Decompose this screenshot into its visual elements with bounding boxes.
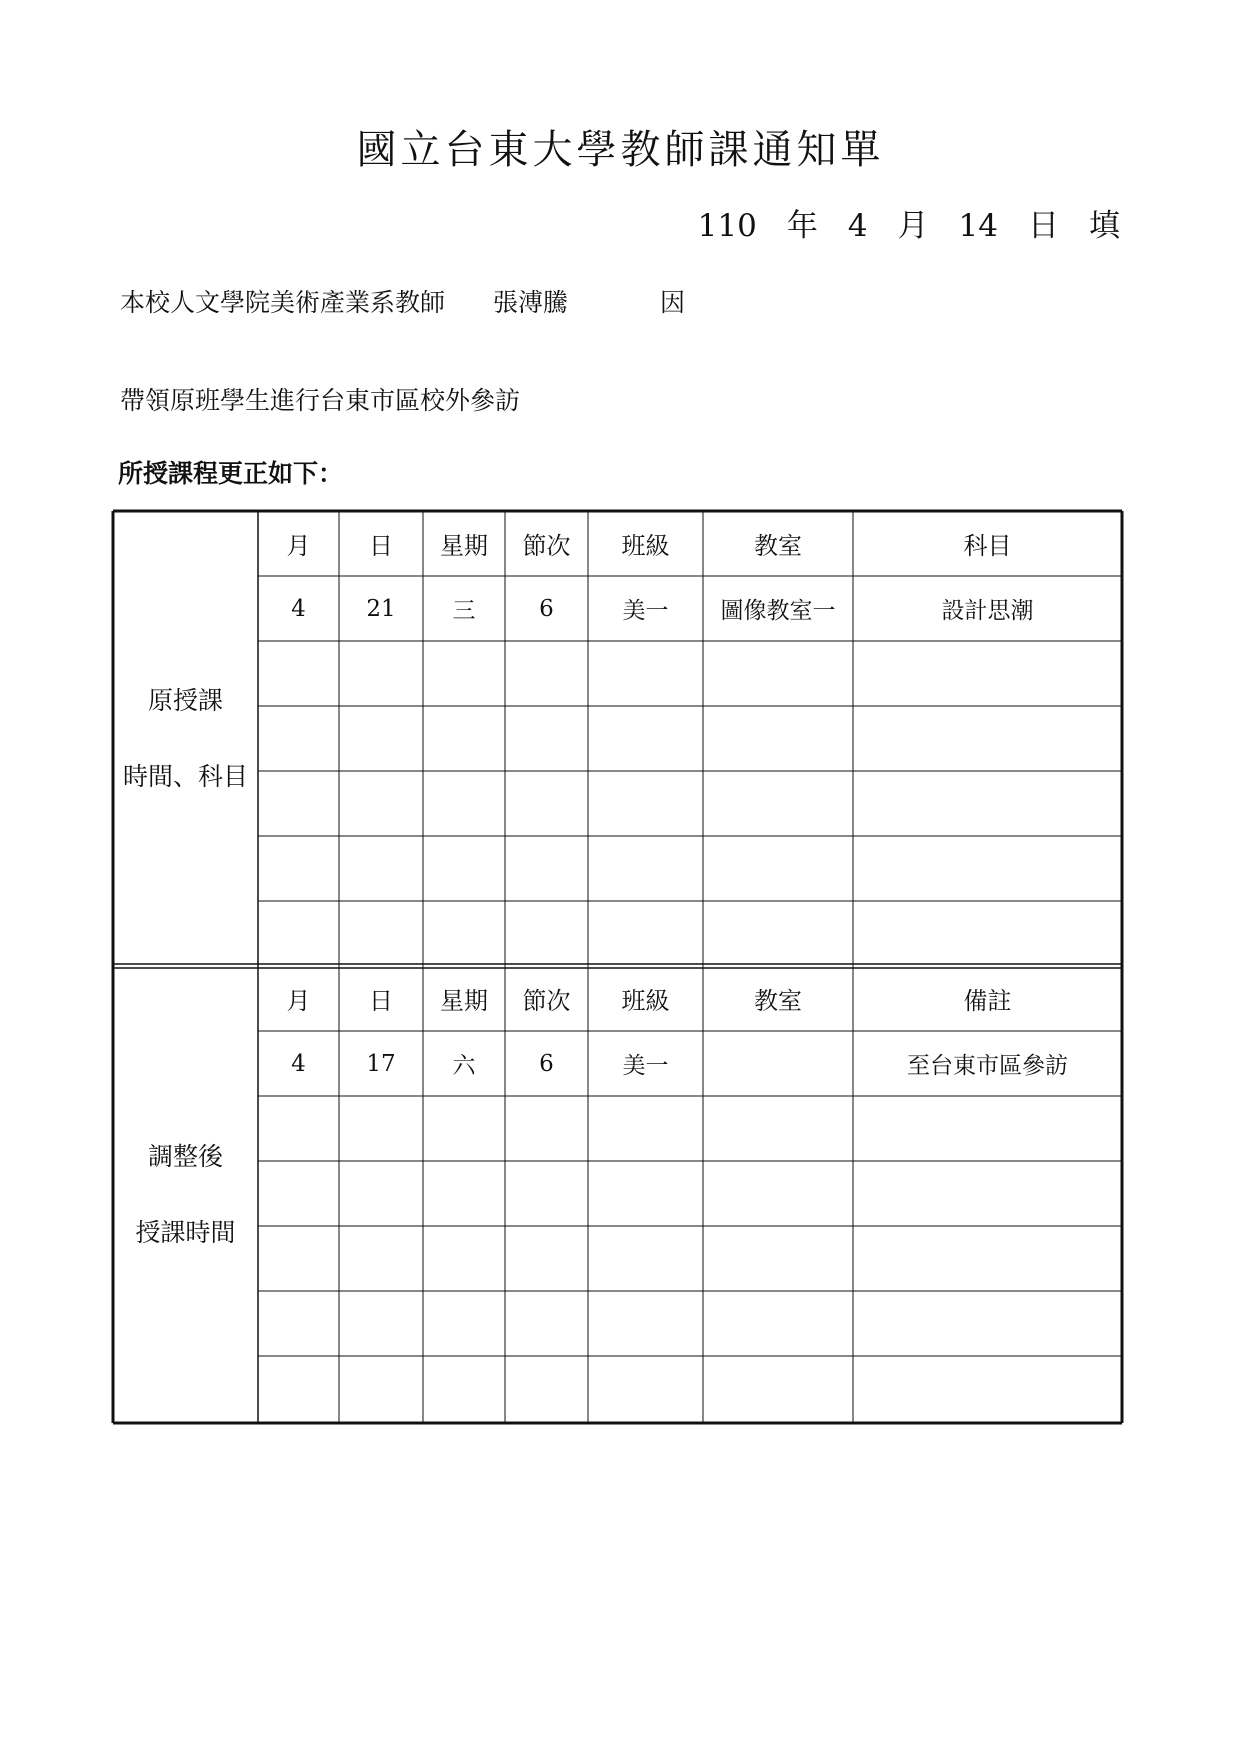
table-cell: [588, 836, 703, 901]
table-cell: 至台東市區參訪: [907, 1053, 1068, 1079]
section-label-line: 調整後: [147, 1141, 223, 1171]
table-cell: 6: [539, 1050, 554, 1077]
table-cell: [339, 836, 423, 901]
table-cell: [588, 706, 703, 771]
table-cell: [339, 901, 423, 966]
table-cell: [588, 1356, 703, 1421]
table-cell: 21: [366, 595, 396, 622]
table-cell: [339, 1226, 423, 1291]
table-cell: [423, 1161, 505, 1226]
table-cell: [423, 641, 505, 706]
table-cell: [423, 1096, 505, 1161]
table-cell: [703, 641, 853, 706]
table-cell: [703, 836, 853, 901]
table-cell: [505, 641, 588, 706]
table-cell: [505, 1161, 588, 1226]
column-header: 班級: [621, 532, 670, 560]
table-cell: 三: [452, 598, 476, 624]
table-cell: [505, 706, 588, 771]
table-cell: [703, 1031, 853, 1096]
column-header: 教室: [754, 987, 802, 1015]
table-cell: [258, 1096, 339, 1161]
table-cell: [505, 901, 588, 966]
date-month: 4: [847, 208, 868, 244]
table-cell: [703, 901, 853, 966]
column-header: 月: [286, 987, 311, 1015]
table-cell: [339, 1356, 423, 1421]
table-cell: [853, 901, 1122, 966]
column-header: 日: [369, 987, 393, 1015]
table-cell: [339, 771, 423, 836]
table-cell: [258, 1356, 339, 1421]
table-cell: [853, 1226, 1122, 1291]
column-header: 日: [369, 532, 393, 560]
table-cell: [258, 1291, 339, 1356]
teacher-department: 本校人文學院美術產業系教師: [120, 288, 446, 317]
table-cell: [703, 1096, 853, 1161]
section-label: [113, 663, 258, 815]
column-header: 節次: [522, 987, 571, 1015]
column-header: 班級: [621, 987, 670, 1015]
date-year: 110: [697, 208, 757, 244]
table-cell: [423, 1356, 505, 1421]
table-cell: 美一: [622, 1053, 669, 1079]
table-cell: 六: [452, 1053, 476, 1079]
table-cell: [258, 641, 339, 706]
table-cell: [853, 1161, 1122, 1226]
table-cell: [703, 1161, 853, 1226]
date-day-unit: 日: [1028, 208, 1059, 244]
table-cell: [853, 771, 1122, 836]
table-cell: [703, 771, 853, 836]
column-header: 科目: [963, 532, 1012, 560]
table-cell: [339, 1291, 423, 1356]
table-cell: [339, 641, 423, 706]
table-cell: [423, 901, 505, 966]
table-cell: 17: [366, 1050, 396, 1077]
table-cell: [853, 836, 1122, 901]
because-word: 因: [660, 288, 686, 317]
table-cell: 設計思潮: [941, 598, 1034, 624]
table-cell: [588, 1096, 703, 1161]
table-cell: [703, 1291, 853, 1356]
table-cell: [505, 1291, 588, 1356]
table-cell: [588, 901, 703, 966]
table-cell: [853, 706, 1122, 771]
section-label: [113, 1119, 258, 1271]
table-cell: [853, 1356, 1122, 1421]
table-cell: 美一: [622, 598, 669, 624]
date-month-unit: 月: [897, 208, 929, 244]
table-cell: [853, 1291, 1122, 1356]
table-cell: [423, 706, 505, 771]
column-header: 教室: [754, 532, 802, 560]
column-header: 星期: [440, 532, 488, 560]
table-cell: [505, 771, 588, 836]
table-cell: [588, 1161, 703, 1226]
table-cell: [258, 771, 339, 836]
column-header: 星期: [440, 987, 488, 1015]
table-cell: [505, 836, 588, 901]
table-cell: [339, 1161, 423, 1226]
table-cell: [505, 1356, 588, 1421]
table-cell: [588, 641, 703, 706]
table-cell: 6: [539, 595, 554, 622]
schedule-subheading: 所授課程更正如下：: [118, 459, 344, 488]
document-title: 國立台東大學教師課通知單: [356, 127, 885, 173]
table-cell: [258, 901, 339, 966]
table-cell: [423, 836, 505, 901]
table-cell: 4: [291, 595, 306, 622]
teacher-name: 張溥騰: [493, 288, 569, 317]
column-header: 月: [286, 532, 311, 560]
table-cell: [703, 1226, 853, 1291]
table-cell: [339, 1096, 423, 1161]
table-cell: [703, 706, 853, 771]
table-cell: [339, 706, 423, 771]
column-header: 備註: [963, 987, 1012, 1015]
fill-date: [698, 200, 1120, 245]
section-label-line: 原授課: [147, 685, 223, 715]
table-cell: [588, 771, 703, 836]
table-cell: 圖像教室一: [720, 598, 836, 624]
table-cell: 4: [291, 1050, 306, 1077]
table-cell: [258, 1161, 339, 1226]
table-cell: [853, 641, 1122, 706]
column-header: 節次: [522, 532, 571, 560]
section-label-line: 時間、科目: [122, 761, 248, 791]
table-cell: [505, 1226, 588, 1291]
date-year-unit: 年: [786, 208, 818, 244]
table-cell: [588, 1291, 703, 1356]
section-label-line: 授課時間: [135, 1217, 236, 1247]
table-cell: [423, 771, 505, 836]
table-cell: [258, 1226, 339, 1291]
table-cell: [423, 1291, 505, 1356]
table-cell: [423, 1226, 505, 1291]
date-day: 14: [958, 208, 998, 244]
table-cell: [258, 706, 339, 771]
table-cell: [588, 1226, 703, 1291]
table-cell: [505, 1096, 588, 1161]
table-cell: [853, 1096, 1122, 1161]
reason-text: 帶領原班學生進行台東市區校外參訪: [120, 386, 521, 415]
table-cell: [703, 1356, 853, 1421]
table-cell: [258, 836, 339, 901]
teacher-line: [120, 283, 685, 319]
date-suffix: 填: [1089, 208, 1120, 244]
